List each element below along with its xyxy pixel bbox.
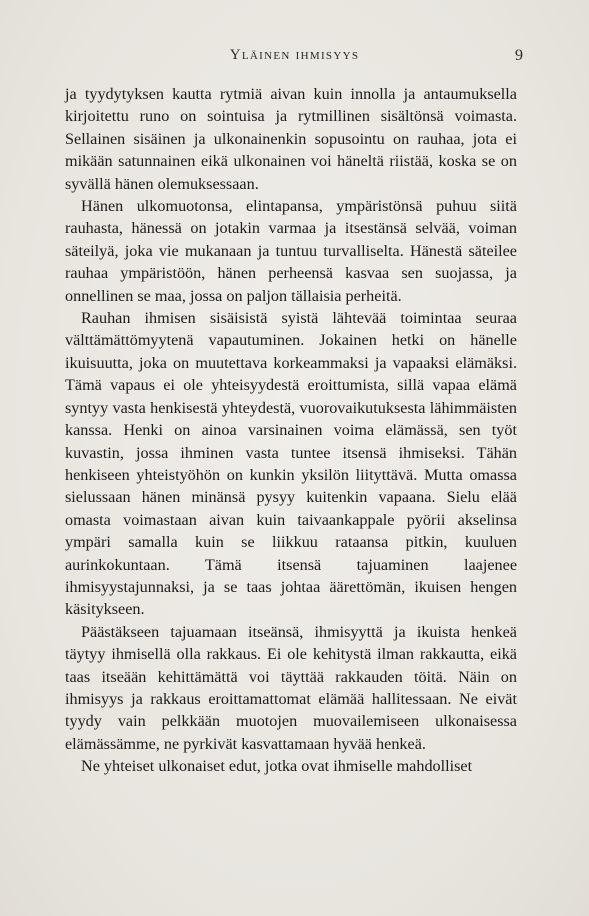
running-head — [0, 47, 589, 67]
paragraph: ja tyydytyksen kautta rytmiä aivan kuin innolla ja antaumuksella kirjoitettu runo on sointuisa ja rytmillinen sisältönsä voimasta. Sellainen sisäinen ja ulkonainenkin sopusointu on rauhaa, jota ei mikään satunnainen eikä ulkonainen voi häneltä riistää, koska se on syvällä hänen olemuksessaan. — [65, 85, 517, 193]
paragraph: Ne yhteiset ulkonaiset edut, jotka ovat ihmiselle mahdolliset — [81, 757, 473, 776]
paragraph: Päästäkseen tajuamaan itseänsä, ihmisyyttä ja ikuista henkeä täytyy ihmisellä olla rakkaus. Ei ole kehitystä ilman rakkautta, eikä taas itseään kehittämättä voi täyttää rakkauden töitä. Näin on ihmisyys ja rakkaus eroittamattomat elämää hallitessaan. Ne eivät tyydy vain pelkkään muotojen muovailemiseen ulkonaisessa elämässämme, ne pyrkivät kasvattamaan hyvää henkeä. — [65, 622, 517, 753]
paragraph: Rauhan ihmisen sisäisistä syistä lähtevää toimintaa seuraa välttämättömyytenä vapautuminen. Jokainen hetki on hänelle ikuisuutta, joka on muutettava korkeammaksi ja vapaaksi elämäksi. Tämä vapaus ei ole yhteisyydestä eroittumista, sillä vapaa elämä syntyy vasta henkisestä yhteydestä, vuorovaikutuksesta lähimmäisten kanssa. Henki on ainoa varsinainen voima elämässä, sen työt kuvastin, jossa ihminen vasta tuntee itsensä ihmiseksi. Tähän henkiseen yhteistyöhön on kunkin yksilön liityttävä. Mutta omassa sielussaan hänen minänsä pysyy kuitenkin vapaana. Sielu elää omasta voimastaan aivan kuin taivaankappale pyörii akselinsa ympäri samalla kuin se liikkuu rataansa pitkin, kuuluen aurinkokuntaan. Tämä itsensä tajuaminen laajenee ihmisyystajunnaksi, ja se taas johtaa äärettömän, ikuisen hengen käsitykseen. — [65, 309, 517, 619]
running-title: Yläinen ihmisyys — [229, 47, 360, 63]
body-text — [65, 83, 517, 778]
paragraph: Hänen ulkomuotonsa, elintapansa, ympäristönsä puhuu siitä rauhasta, hänessä on jotakin varmaa ja itsestänsä selvää, voiman säteilyä, joka vie mukanaan ja tuntuu turvalliselta. Hänestä säteilee rauhaa ympäristöön, hänen perheensä kasvaa sen suojassa, ja onnellinen se maa, jossa on paljon tällaisia perheitä. — [65, 197, 517, 305]
page-number: 9 — [515, 47, 523, 64]
